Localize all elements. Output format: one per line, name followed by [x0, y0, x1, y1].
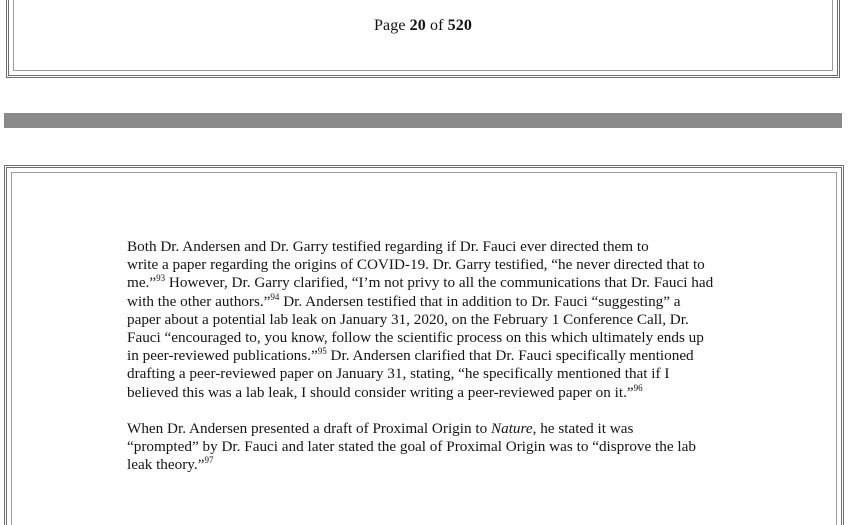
text-segment: drafting a peer-reviewed paper on January 31, stating, “he specifically mentioned that if I	[127, 365, 670, 383]
text-line	[75, 329, 775, 347]
page-total-number: 520	[447, 17, 472, 34]
text-segment: leak theory.”	[127, 456, 205, 474]
text-line	[75, 311, 775, 329]
text-line	[75, 420, 775, 438]
text-segment: However, Dr. Garry clarified, “I’m not privy to all the communications that Dr. Fauci had	[165, 274, 714, 292]
text-line	[75, 347, 775, 365]
footnote-reference: 93	[156, 273, 166, 284]
text-segment: paper about a potential lab leak on January 31, 2020, on the February 1 Conference Call, Dr.	[127, 310, 689, 328]
page-header-inner-border	[13, 0, 833, 71]
text-segment: believed this was a lab leak, I should consider writing a peer-reviewed paper on it.”	[127, 383, 634, 401]
text-line	[75, 384, 775, 402]
text-segment: When Dr. Andersen presented a draft of Proximal Origin to	[127, 419, 491, 437]
text-line	[75, 293, 775, 311]
footnote-reference: 96	[633, 382, 643, 393]
page-prefix: Page	[374, 17, 406, 34]
footnote-reference: 95	[317, 346, 327, 357]
text-segment: me.”	[127, 274, 157, 292]
text-segment: Fauci “encouraged to, you know, follow the scientific process on this which ultimately ends up	[127, 329, 704, 347]
text-segment: write a paper regarding the origins of COVID-19. Dr. Garry testified, “he never directed that to	[127, 256, 705, 274]
text-segment: Dr. Andersen clarified that Dr. Fauci specifically mentioned	[326, 347, 694, 365]
text-segment: Both Dr. Andersen and Dr. Garry testified regarding if Dr. Fauci ever directed them to	[127, 238, 649, 255]
document-body-text	[75, 238, 775, 474]
body-paragraph	[75, 420, 775, 475]
page-separator-bar	[4, 113, 842, 128]
text-line	[75, 238, 775, 256]
page-header-frame	[6, 0, 840, 78]
text-segment: Dr. Andersen testified that in addition to Dr. Fauci “suggesting” a	[279, 292, 681, 310]
page-of: of	[429, 17, 444, 34]
page-indicator	[9, 17, 837, 35]
text-segment: in peer-reviewed publications.”	[127, 347, 318, 365]
text-line	[75, 456, 775, 474]
text-line	[75, 365, 775, 383]
page-current-number: 20	[409, 17, 426, 34]
footnote-reference: 94	[270, 291, 280, 302]
text-segment: “prompted” by Dr. Fauci and later stated the goal of Proximal Origin was to “disprove the lab	[127, 438, 696, 456]
text-line	[75, 438, 775, 456]
text-line	[75, 274, 775, 292]
text-segment: with the other authors.”	[127, 292, 271, 310]
text-segment: , he stated it was	[532, 419, 634, 437]
text-line	[75, 256, 775, 274]
body-paragraph	[75, 238, 775, 402]
footnote-reference: 97	[204, 455, 214, 466]
italic-text-segment: Nature	[490, 419, 533, 437]
